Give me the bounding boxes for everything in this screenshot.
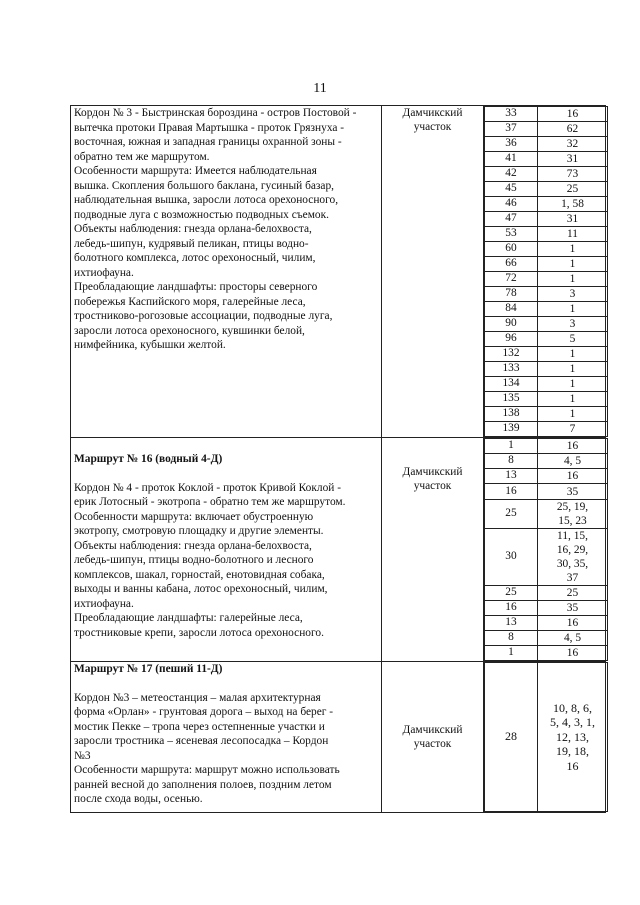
route-description-cell [71, 438, 382, 662]
description-line: Объекты наблюдения: гнезда орлана-белохвоста, [74, 539, 312, 552]
number-a: 8 [485, 454, 538, 469]
number-b: 1 [538, 272, 608, 287]
number-b: 1 [538, 347, 608, 362]
number-a: 135 [485, 392, 538, 407]
number-b: 16 [538, 646, 608, 661]
description-line: побережья Каспийского моря, галерейные леса, [74, 295, 306, 308]
area-name: Дамчикский [402, 724, 463, 736]
description-line: Преобладающие ландшафты: просторы северного [74, 281, 318, 293]
number-b: 3 [538, 287, 608, 302]
table-row [71, 662, 606, 813]
number-row [485, 407, 608, 422]
number-b: 1, 58 [538, 197, 608, 212]
numbers-cell [484, 106, 606, 438]
description-line: Кордон №3 – метеостанция – малая архитектурная [74, 691, 321, 704]
number-row [485, 287, 608, 302]
number-a: 132 [485, 347, 538, 362]
description-line: болотного комплекса, лотос орехоносный, чилим, [74, 252, 316, 264]
description-line: заросли лотоса орехоносного, кувшинки белой, [74, 324, 305, 337]
description-line: обратно тем же маршрутом. [74, 150, 210, 163]
number-b: 25, 19, 15, 23 [538, 500, 608, 529]
routes-table [70, 105, 606, 813]
description-line: ерик Лотосный - экотропа - обратно тем же маршрутом. [74, 496, 346, 508]
description-line: мостик Пекке – тропа через остепненные участки и [74, 720, 325, 733]
route-description [74, 481, 378, 641]
number-a: 33 [485, 107, 538, 122]
description-line: Объекты наблюдения: гнезда орлана-белохвоста, [74, 223, 312, 235]
number-row [485, 601, 608, 616]
area-cell [382, 106, 484, 438]
number-row [485, 302, 608, 317]
area-type: участок [413, 480, 452, 492]
area-cell [382, 438, 484, 662]
number-row [485, 332, 608, 347]
number-a: 13 [485, 616, 538, 631]
route-description [74, 691, 378, 807]
number-row [485, 257, 608, 272]
number-b: 11 [538, 227, 608, 242]
number-row [485, 377, 608, 392]
number-b: 73 [538, 167, 608, 182]
description-line: подводные луга с возможностью подводных съемок. [74, 208, 330, 221]
number-b: 1 [538, 257, 608, 272]
number-a: 1 [485, 439, 538, 454]
number-row [485, 107, 608, 122]
number-row [485, 392, 608, 407]
number-b: 1 [538, 302, 608, 317]
description-line: ихтиофауна. [74, 597, 134, 610]
number-a: 84 [485, 302, 538, 317]
table-row [71, 438, 606, 662]
number-row [485, 212, 608, 227]
numbers-cell [484, 438, 606, 662]
number-row [485, 439, 608, 454]
description-line: тростниково-рогозовые ассоциации, подводные луга, [74, 310, 333, 322]
number-b: 25 [538, 586, 608, 601]
description-line: Особенности маршрута: Имеется наблюдательная [74, 165, 317, 177]
number-row [485, 454, 608, 469]
area-name: Дамчикский [402, 107, 463, 119]
description-line: выходы и ванны кабана, лотос орехоносный, чилим, [74, 583, 328, 595]
number-row [485, 362, 608, 377]
page-number: 11 [313, 81, 327, 96]
description-line: вытечка протоки Правая Мартышка - проток Грязнуха - [74, 121, 345, 134]
number-row [485, 500, 608, 529]
number-a: 13 [485, 469, 538, 484]
number-a: 90 [485, 317, 538, 332]
description-line: №3 [74, 749, 91, 762]
description-line: тростниковые крепи, заросли лотоса орехоносного. [74, 626, 324, 639]
number-a: 37 [485, 122, 538, 137]
description-line: Особенности маршрута: включает обустроенную [74, 510, 314, 523]
number-a: 45 [485, 182, 538, 197]
route-description-cell [71, 662, 382, 813]
number-b: 31 [538, 212, 608, 227]
number-a: 1 [485, 646, 538, 661]
number-row [485, 122, 608, 137]
description-line: Кордон № 3 - Быстринская бороздина - остров Постовой - [74, 107, 357, 119]
numbers-subtable [484, 662, 608, 812]
number-row [485, 167, 608, 182]
number-row [485, 137, 608, 152]
table-row [71, 106, 606, 438]
number-a: 28 [485, 663, 538, 812]
number-b: 11, 15, 16, 29, 30, 35, 37 [538, 529, 608, 586]
number-row [485, 227, 608, 242]
description-line: нимфейника, кубышки желтой. [74, 339, 226, 351]
number-a: 72 [485, 272, 538, 287]
number-b: 16 [538, 439, 608, 454]
area-name: Дамчикский [402, 466, 463, 478]
number-a: 46 [485, 197, 538, 212]
number-b: 1 [538, 377, 608, 392]
number-row [485, 646, 608, 661]
description-line: Преобладающие ландшафты: галерейные леса, [74, 612, 303, 624]
number-b: 10, 8, 6, 5, 4, 3, 1, 12, 13, 19, 18, 16 [538, 663, 608, 812]
description-line: ранней весной до заполнения полоев, поздним летом [74, 778, 332, 791]
number-row [485, 242, 608, 257]
number-b: 4, 5 [538, 631, 608, 646]
route-title: Маршрут № 16 (водный 4-Д) [74, 453, 223, 465]
number-b: 7 [538, 422, 608, 437]
route-description-cell [71, 106, 382, 438]
description-line: форма «Орлан» - грунтовая дорога – выход на берег - [74, 706, 334, 718]
number-row [485, 529, 608, 586]
description-line: лебедь-шипун, птицы водно-болотного и лесного [74, 554, 314, 566]
description-line: после схода воды, осенью. [74, 793, 203, 805]
number-a: 42 [485, 167, 538, 182]
number-a: 134 [485, 377, 538, 392]
number-b: 1 [538, 392, 608, 407]
number-row [485, 152, 608, 167]
description-line: экотропу, смотровую площадку и другие элементы. [74, 525, 324, 537]
number-b: 1 [538, 407, 608, 422]
number-row [485, 422, 608, 437]
description-line: наблюдательная вышка, заросли лотоса орехоносного, [74, 194, 339, 206]
number-row [485, 469, 608, 484]
number-row [485, 631, 608, 646]
number-a: 30 [485, 529, 538, 586]
number-a: 16 [485, 484, 538, 500]
number-b: 62 [538, 122, 608, 137]
route-title: Маршрут № 17 (пеший 11-Д) [74, 663, 223, 675]
number-a: 41 [485, 152, 538, 167]
number-row [485, 272, 608, 287]
number-b: 32 [538, 137, 608, 152]
description-line: Особенности маршрута: маршрут можно использовать [74, 764, 340, 776]
area-cell [382, 662, 484, 813]
numbers-cell [484, 662, 606, 813]
number-a: 133 [485, 362, 538, 377]
description-line: вышка. Скопления большого баклана, гусиный базар, [74, 179, 335, 192]
number-a: 8 [485, 631, 538, 646]
description-line: восточная, южная и западная границы охранной зоны - [74, 136, 342, 148]
area-type: участок [413, 121, 452, 133]
number-a: 36 [485, 137, 538, 152]
number-a: 60 [485, 242, 538, 257]
number-row [485, 317, 608, 332]
number-row [485, 616, 608, 631]
number-a: 25 [485, 500, 538, 529]
number-row [485, 347, 608, 362]
number-row [485, 484, 608, 500]
number-a: 66 [485, 257, 538, 272]
description-line: Кордон № 4 - проток Коклой - проток Кривой Коклой - [74, 481, 342, 494]
number-row [485, 586, 608, 601]
number-b: 3 [538, 317, 608, 332]
route-description [71, 106, 381, 353]
number-a: 139 [485, 422, 538, 437]
description-line: комплексов, шакал, горностай, енотовидная собака, [74, 568, 325, 581]
number-row [485, 197, 608, 212]
number-a: 96 [485, 332, 538, 347]
numbers-subtable [484, 106, 608, 437]
number-b: 35 [538, 601, 608, 616]
number-row [485, 182, 608, 197]
number-b: 31 [538, 152, 608, 167]
numbers-subtable [484, 438, 608, 661]
description-line: заросли тростника – ясеневая лесопосадка – Кордон [74, 735, 329, 747]
number-a: 138 [485, 407, 538, 422]
number-b: 35 [538, 484, 608, 500]
number-a: 78 [485, 287, 538, 302]
number-b: 4, 5 [538, 454, 608, 469]
number-a: 53 [485, 227, 538, 242]
number-b: 25 [538, 182, 608, 197]
description-line: ихтиофауна. [74, 266, 134, 279]
number-b: 1 [538, 242, 608, 257]
number-b: 1 [538, 362, 608, 377]
number-a: 25 [485, 586, 538, 601]
number-b: 16 [538, 616, 608, 631]
area-type: участок [413, 738, 452, 750]
number-a: 16 [485, 601, 538, 616]
description-line: лебедь-шипун, кудрявый пеликан, птицы водно- [74, 237, 309, 250]
number-a: 47 [485, 212, 538, 227]
number-b: 16 [538, 107, 608, 122]
number-b: 16 [538, 469, 608, 484]
number-b: 5 [538, 332, 608, 347]
